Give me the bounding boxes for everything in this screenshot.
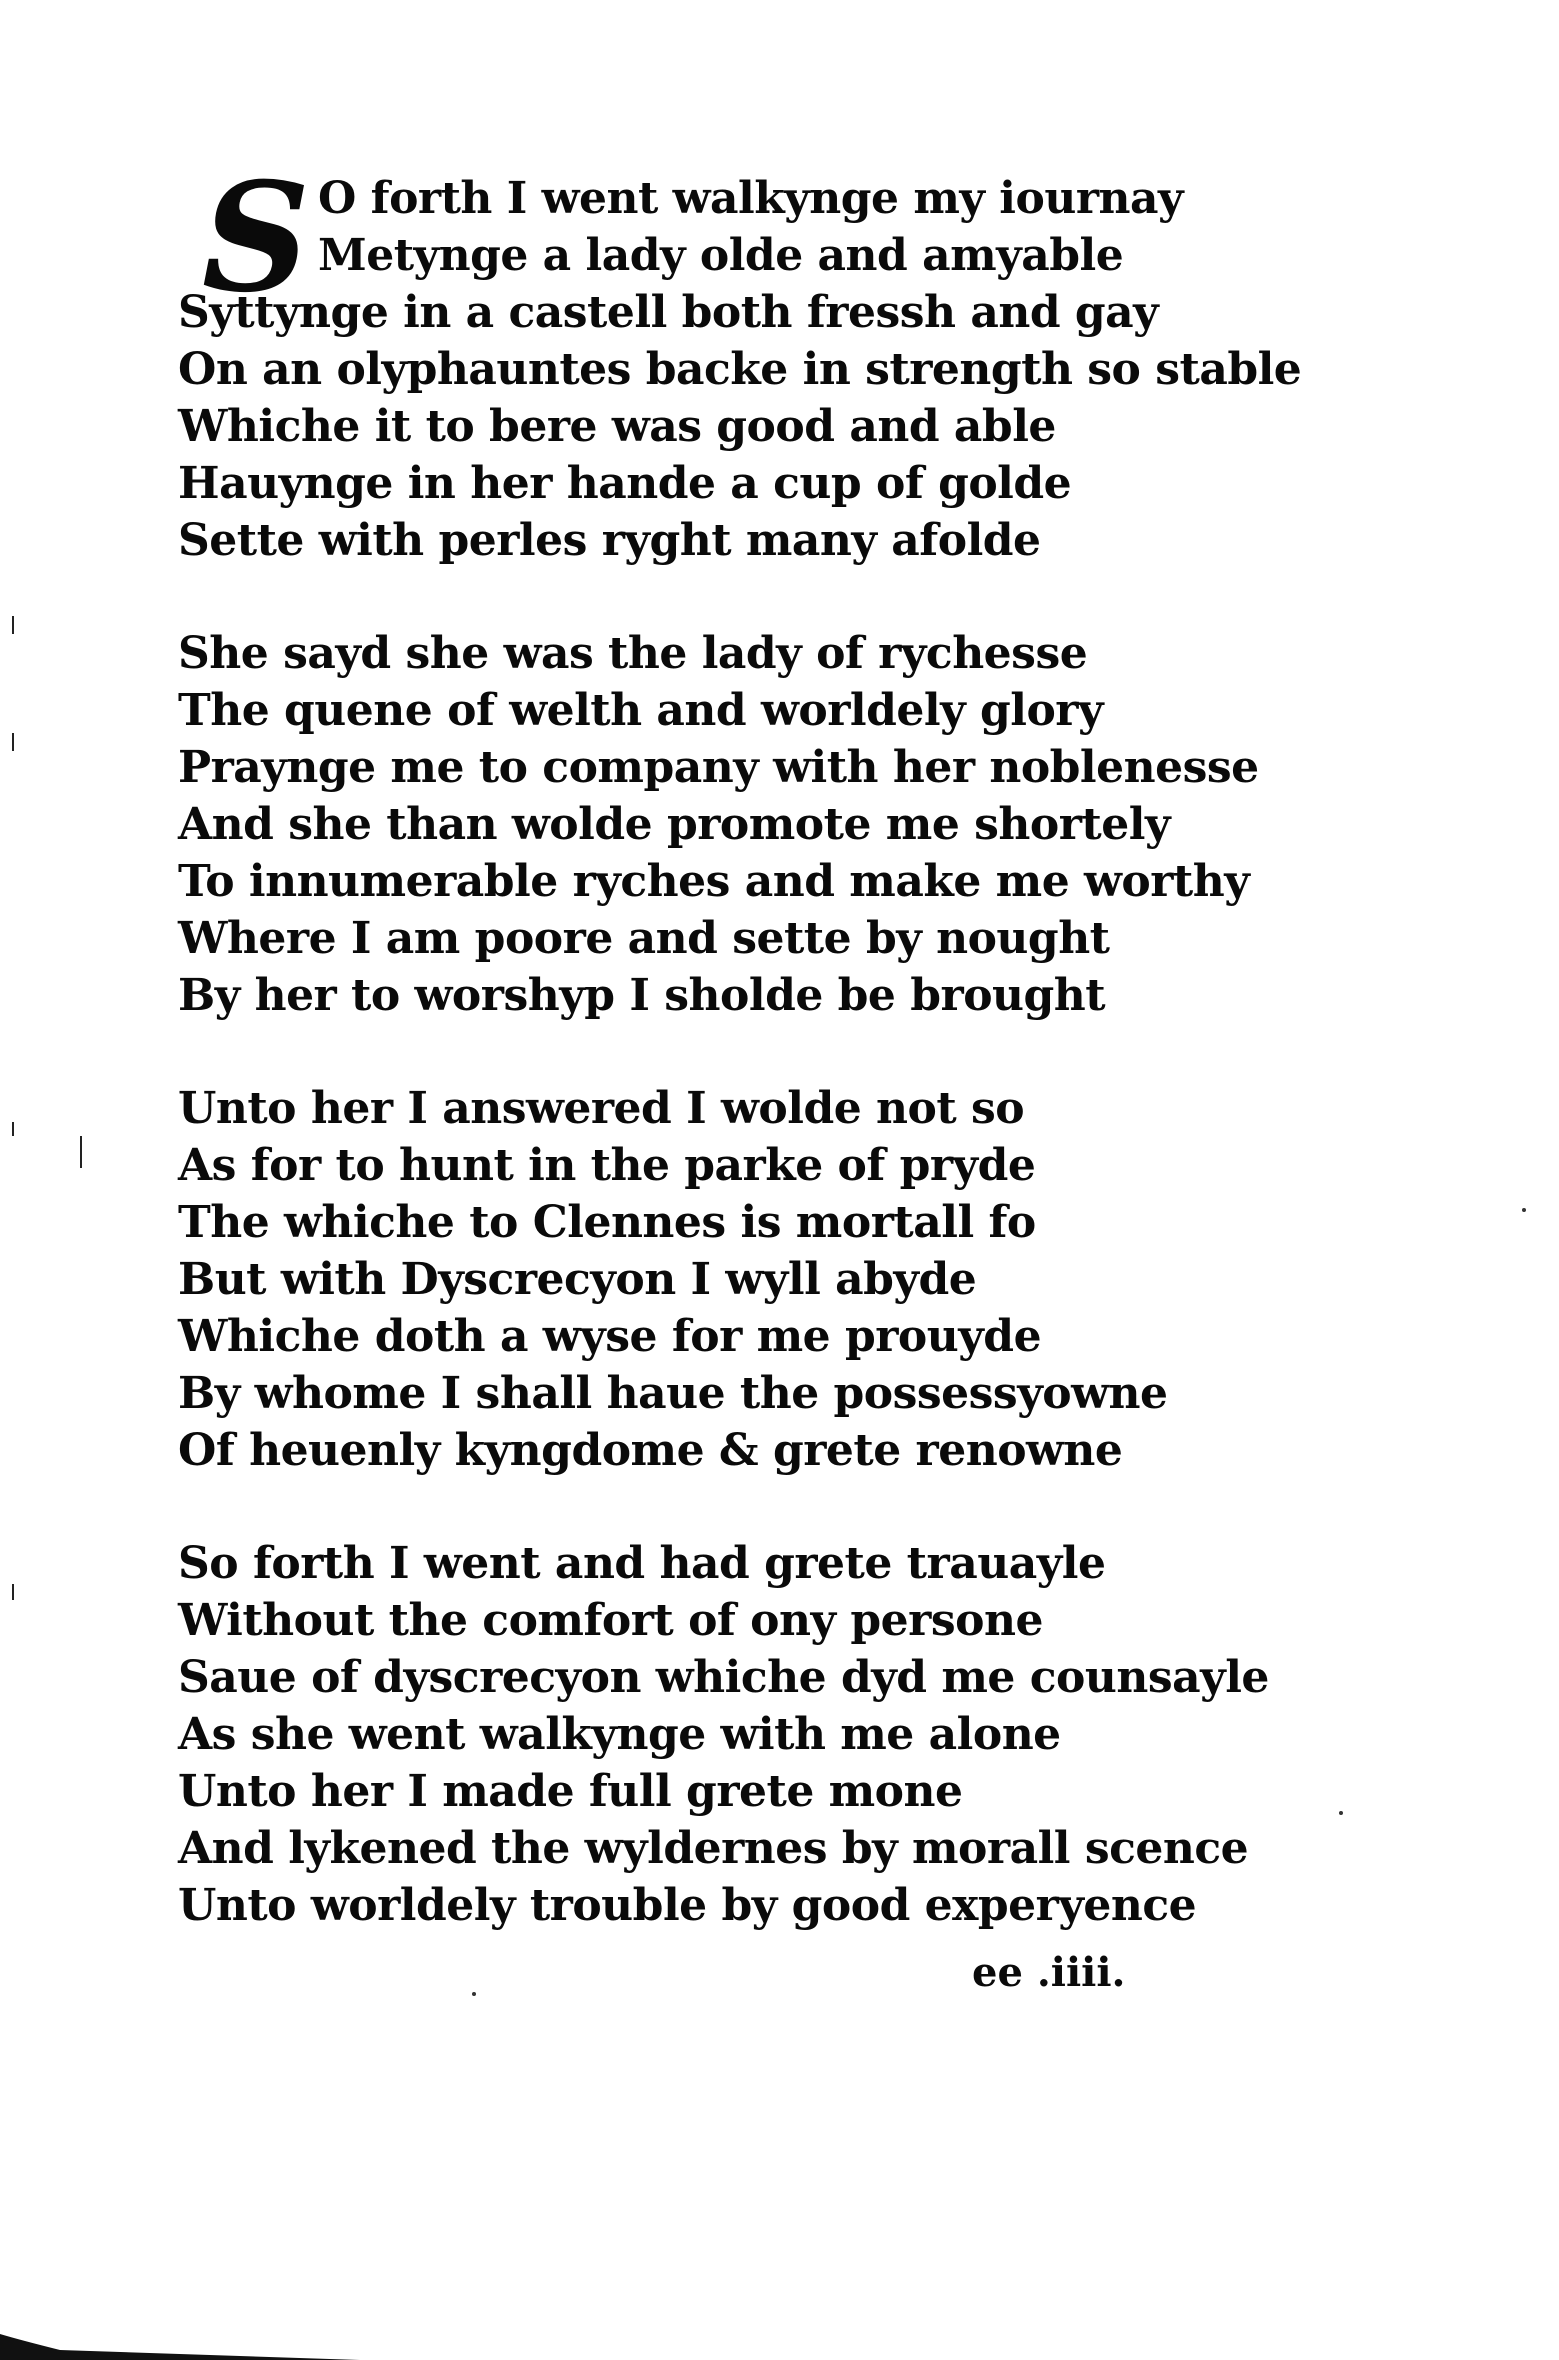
stanza-1 (178, 150, 1302, 569)
poem-line: Whiche it to bere was good and able (178, 401, 1056, 452)
poem-line: As she went walkynge with me alone (178, 1709, 1061, 1760)
poem-line: Unto her I made full grete mone (178, 1766, 963, 1817)
poem-line: Hauynge in her hande a cup of golde (178, 458, 1072, 509)
poem-line: By whome I shall haue the possessyowne (178, 1368, 1168, 1419)
margin-tick (80, 1136, 82, 1168)
stanza-4 (178, 1535, 1269, 1934)
poem-line: Sette with perles ryght many afolde (178, 515, 1041, 566)
poem-line: On an olyphauntes backe in strength so stable (178, 344, 1302, 395)
poem-line: Where I am poore and sette by nought (178, 913, 1110, 964)
poem-line: Without the comfort of ony persone (178, 1595, 1043, 1646)
page-bottom-shadow (0, 2312, 1559, 2360)
stanza-3 (178, 1080, 1238, 1479)
poem-line: Praynge me to company with her noblenesse (178, 742, 1259, 793)
poem-line: To innumerable ryches and make me worthy (178, 856, 1250, 907)
scan-speck (1339, 1811, 1343, 1815)
margin-tick (12, 616, 14, 634)
poem-line: Syttynge in a castell both fressh and gay (178, 287, 1159, 338)
poem-line: Saue of dyscrecyon whiche dyd me counsayle (178, 1652, 1269, 1703)
poem-line: So forth I went and had grete trauayle (178, 1538, 1106, 1589)
poem-line: By her to worshyp I sholde be brought (178, 970, 1106, 1021)
signature-mark: ee .iiii. (972, 1949, 1126, 1996)
poem-line: The quene of welth and worldely glory (178, 685, 1104, 736)
poem-line: As for to hunt in the parke of pryde (178, 1140, 1036, 1191)
margin-tick (12, 733, 14, 751)
margin-tick (12, 1584, 14, 1600)
poem-line: Unto her I answered I wolde not so (178, 1083, 1025, 1134)
poem-line: And she than wolde promote me shortely (178, 799, 1171, 850)
poem-line: Of heuenly kyngdome & grete renowne (178, 1425, 1123, 1476)
poem-line: She sayd she was the lady of rychesse (178, 628, 1088, 679)
margin-tick (12, 1122, 14, 1136)
scan-speck (472, 1992, 476, 1996)
stanza-2 (178, 625, 1259, 1024)
poem-line: Whiche doth a wyse for me prouyde (178, 1311, 1042, 1362)
poem-line: And lykened the wyldernes by morall scence (178, 1823, 1249, 1874)
poem-line: O forth I went walkynge my iournay (318, 173, 1184, 224)
poem-line: The whiche to Clennes is mortall fo (178, 1197, 1036, 1248)
poem-line: Metynge a lady olde and amyable (318, 230, 1124, 281)
scan-speck (1522, 1208, 1526, 1212)
drop-cap-initial: S (201, 150, 311, 326)
poem-line: But with Dyscrecyon I wyll abyde (178, 1254, 977, 1305)
poem-text (178, 150, 1302, 1990)
poem-line: Unto worldely trouble by good experyence (178, 1880, 1197, 1931)
